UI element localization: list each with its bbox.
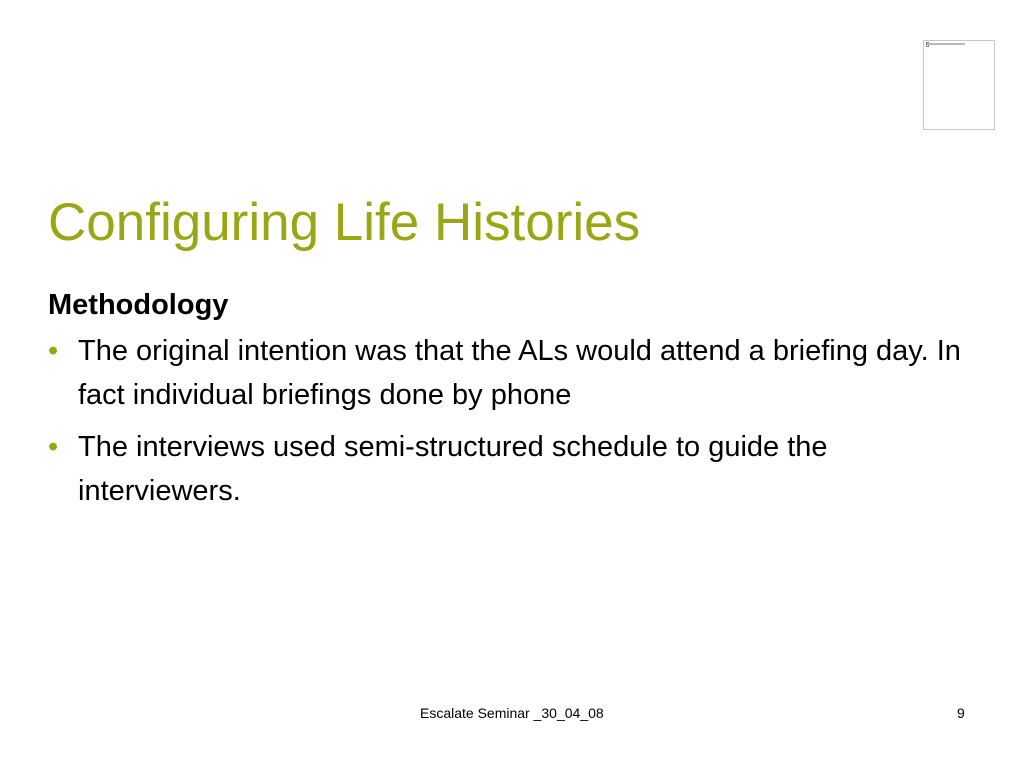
page-number: 9 — [957, 705, 965, 721]
slide-body — [48, 283, 968, 521]
bullet-text: The original intention was that the ALs would attend a briefing day. In fact individual briefings done by phone — [78, 335, 961, 411]
bullet-item — [48, 329, 968, 417]
section-heading: Methodology — [48, 289, 229, 321]
bullet-list — [48, 329, 968, 513]
bullet-item — [48, 425, 968, 513]
bullet-icon: • — [48, 431, 59, 463]
footer-text: Escalate Seminar _30_04_08 — [420, 705, 604, 721]
logo-thumbnail — [923, 40, 995, 130]
logo-caption-line — [927, 43, 965, 45]
bullet-text: The interviews used semi-structured schedule to guide the interviewers. — [78, 431, 828, 507]
slide-title: Configuring Life Histories — [48, 193, 641, 252]
bullet-icon: • — [48, 335, 59, 367]
